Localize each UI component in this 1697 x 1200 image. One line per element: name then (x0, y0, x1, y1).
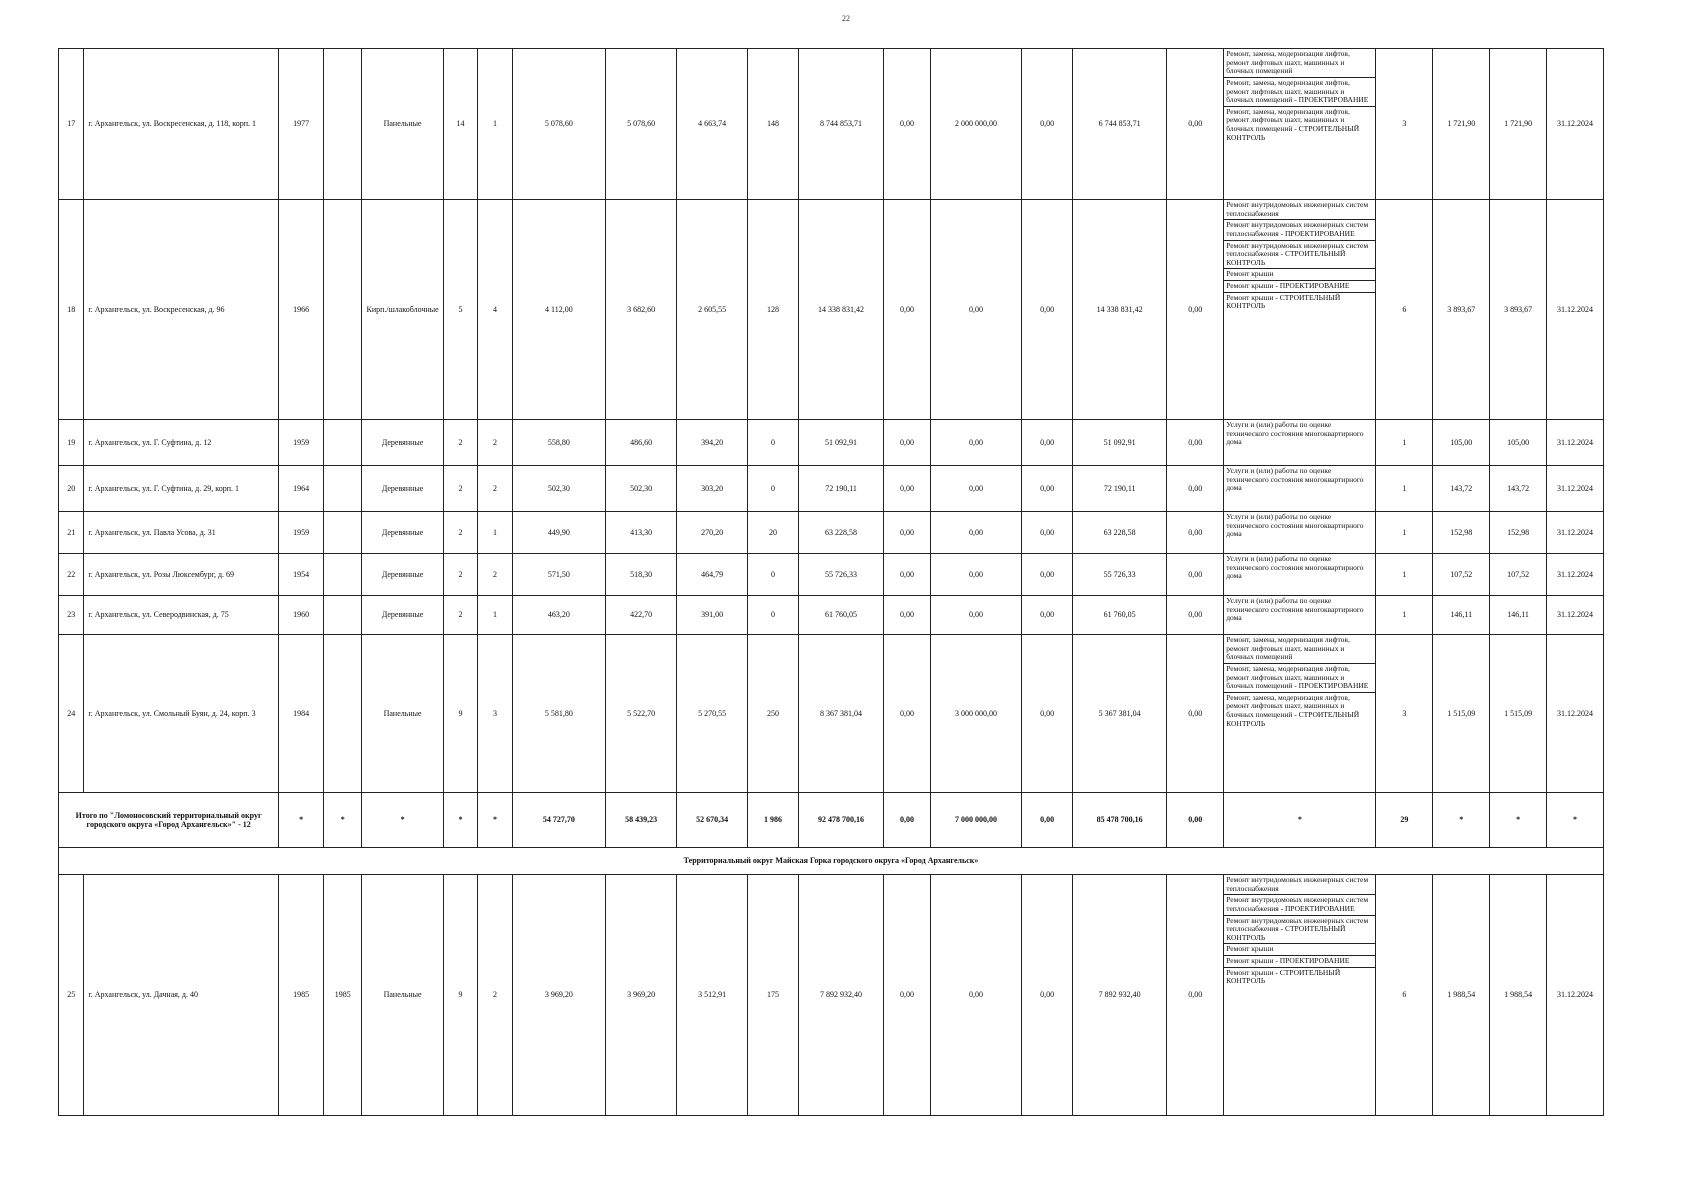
budget-reg-cell: 0,00 (930, 512, 1021, 554)
deadline-cell: 31.12.2024 (1547, 635, 1604, 793)
walls-cell: Панельные (362, 875, 443, 1116)
owners-cell: 51 092,91 (1072, 420, 1166, 466)
budget-mun-cell: 0,00 (1022, 512, 1073, 554)
address-cell: г. Архангельск, ул. Розы Люксембург, д. 69 (84, 554, 279, 596)
unit-cost-cell: 146,11 (1433, 596, 1490, 635)
area-private-cell: 394,20 (677, 420, 748, 466)
table-row (59, 554, 1604, 596)
table-row (59, 466, 1604, 512)
works-count-cell: 1 (1376, 466, 1433, 512)
area-private-cell: 3 512,91 (677, 875, 748, 1116)
table-row (59, 420, 1604, 466)
cost-total-cell: 8 367 381,04 (798, 635, 883, 793)
owners-cell: 5 367 381,04 (1072, 635, 1166, 793)
address-cell: г. Архангельск, ул. Павла Усова, д. 31 (84, 512, 279, 554)
row-number: 17 (59, 49, 84, 200)
row-number: 20 (59, 466, 84, 512)
floors-cell: 5 (443, 200, 478, 420)
fund-cell: 0,00 (884, 466, 931, 512)
area-total-cell: 5 078,60 (512, 49, 605, 200)
year-built-cell: 1959 (279, 420, 324, 466)
residents-cell: 175 (748, 875, 799, 1116)
budget-reg-cell: 0,00 (930, 875, 1021, 1116)
area-living-cell: 413,30 (606, 512, 677, 554)
unit-cost-cell: 107,52 (1433, 554, 1490, 596)
table-row (59, 200, 1604, 420)
budget-mun-cell: 0,00 (1022, 875, 1073, 1116)
entrances-cell: 2 (478, 875, 513, 1116)
floors-cell: 9 (443, 635, 478, 793)
total-budget-reg: 7 000 000,00 (930, 793, 1021, 848)
budget-reg-cell: 0,00 (930, 596, 1021, 635)
budget-mun-cell: 0,00 (1022, 200, 1073, 420)
max-cost-cell: 105,00 (1490, 420, 1547, 466)
entrances-cell: 2 (478, 554, 513, 596)
deadline-cell: 31.12.2024 (1547, 420, 1604, 466)
work-item: Ремонт, замена, модернизация лифтов, ремонт лифтовых шахт, машинных и блочных помещений (1226, 49, 1350, 76)
total-residents: 1 986 (748, 793, 799, 848)
works-cell (1224, 49, 1376, 200)
residents-cell: 0 (748, 466, 799, 512)
walls-cell: Кирп./шлакоблочные (362, 200, 443, 420)
max-cost-cell: 1 721,90 (1490, 49, 1547, 200)
max-cost-cell: 107,52 (1490, 554, 1547, 596)
owners-cell: 63 228,58 (1072, 512, 1166, 554)
work-item: Ремонт, замена, модернизация лифтов, ремонт лифтовых шахт, машинных и блочных помещений - ПРОЕКТИРОВАНИЕ (1224, 77, 1375, 106)
fund-cell: 0,00 (884, 200, 931, 420)
entrances-cell: 2 (478, 420, 513, 466)
address-cell: г. Архангельск, ул. Дачная, д. 40 (84, 875, 279, 1116)
cost-total-cell: 61 760,05 (798, 596, 883, 635)
walls-cell: Деревянные (362, 554, 443, 596)
floors-cell: 2 (443, 466, 478, 512)
total-label: Итого по "Ломоносовский территориальный округ городского округа «Город Архангельск»" - 12 (59, 793, 279, 848)
year-reno-cell (323, 596, 362, 635)
total-fund: 0,00 (884, 793, 931, 848)
year-reno-cell (323, 554, 362, 596)
total-owners: 85 478 700,16 (1072, 793, 1166, 848)
deadline-cell: 31.12.2024 (1547, 554, 1604, 596)
capital-repair-table (58, 48, 1604, 1116)
cost-total-cell: 8 744 853,71 (798, 49, 883, 200)
section-row (59, 848, 1604, 875)
budget-reg-cell: 0,00 (930, 420, 1021, 466)
address-cell: г. Архангельск, ул. Г. Суфтина, д. 12 (84, 420, 279, 466)
other-cell: 0,00 (1167, 420, 1224, 466)
row-number: 22 (59, 554, 84, 596)
fund-cell: 0,00 (884, 875, 931, 1116)
total-deadline: * (1547, 793, 1604, 848)
work-item: Ремонт внутридомовых инженерных систем теплоснабжения - СТРОИТЕЛЬНЫЙ КОНТРОЛЬ (1224, 240, 1375, 269)
walls-cell: Панельные (362, 635, 443, 793)
max-cost-cell: 1 988,54 (1490, 875, 1547, 1116)
walls-cell: Деревянные (362, 420, 443, 466)
address-cell: г. Архангельск, ул. Воскресенская, д. 118, корп. 1 (84, 49, 279, 200)
works-count-cell: 1 (1376, 596, 1433, 635)
works-cell (1224, 512, 1376, 554)
residents-cell: 0 (748, 554, 799, 596)
total-other: 0,00 (1167, 793, 1224, 848)
work-item: Ремонт, замена, модернизация лифтов, ремонт лифтовых шахт, машинных и блочных помещений (1226, 635, 1350, 662)
total-unit-cost: * (1433, 793, 1490, 848)
year-built-cell: 1984 (279, 635, 324, 793)
work-item: Услуги и (или) работы по оценке технического состояния многоквартирного дома (1226, 596, 1364, 623)
owners-cell: 7 892 932,40 (1072, 875, 1166, 1116)
area-total-cell: 558,80 (512, 420, 605, 466)
works-cell (1224, 635, 1376, 793)
year-built-cell: 1954 (279, 554, 324, 596)
entrances-cell: 3 (478, 635, 513, 793)
cost-total-cell: 7 892 932,40 (798, 875, 883, 1116)
total-cost: 92 478 700,16 (798, 793, 883, 848)
max-cost-cell: 143,72 (1490, 466, 1547, 512)
total-works: * (1224, 793, 1376, 848)
cost-total-cell: 72 190,11 (798, 466, 883, 512)
unit-cost-cell: 143,72 (1433, 466, 1490, 512)
fund-cell: 0,00 (884, 49, 931, 200)
total-row (59, 793, 1604, 848)
other-cell: 0,00 (1167, 466, 1224, 512)
works-count-cell: 6 (1376, 200, 1433, 420)
address-cell: г. Архангельск, ул. Смольный Буян, д. 24, корп. 3 (84, 635, 279, 793)
year-reno-cell (323, 635, 362, 793)
area-living-cell: 422,70 (606, 596, 677, 635)
deadline-cell: 31.12.2024 (1547, 49, 1604, 200)
other-cell: 0,00 (1167, 200, 1224, 420)
walls-cell: Панельные (362, 49, 443, 200)
walls-cell: Деревянные (362, 596, 443, 635)
cost-total-cell: 51 092,91 (798, 420, 883, 466)
total-year-built: * (279, 793, 324, 848)
floors-cell: 2 (443, 596, 478, 635)
fund-cell: 0,00 (884, 420, 931, 466)
residents-cell: 250 (748, 635, 799, 793)
address-cell: г. Архангельск, ул. Воскресенская, д. 96 (84, 200, 279, 420)
row-number: 25 (59, 875, 84, 1116)
works-count-cell: 3 (1376, 49, 1433, 200)
work-item: Ремонт внутридомовых инженерных систем теплоснабжения - ПРОЕКТИРОВАНИЕ (1224, 219, 1375, 239)
residents-cell: 0 (748, 420, 799, 466)
work-item: Услуги и (или) работы по оценке технического состояния многоквартирного дома (1226, 466, 1364, 493)
walls-cell: Деревянные (362, 466, 443, 512)
works-count-cell: 1 (1376, 420, 1433, 466)
budget-reg-cell: 0,00 (930, 466, 1021, 512)
unit-cost-cell: 1 515,09 (1433, 635, 1490, 793)
total-area-private: 52 670,34 (677, 793, 748, 848)
area-total-cell: 449,90 (512, 512, 605, 554)
entrances-cell: 1 (478, 512, 513, 554)
table-row (59, 49, 1604, 200)
deadline-cell: 31.12.2024 (1547, 200, 1604, 420)
work-item: Ремонт крыши - ПРОЕКТИРОВАНИЕ (1224, 280, 1375, 292)
area-private-cell: 303,20 (677, 466, 748, 512)
year-built-cell: 1960 (279, 596, 324, 635)
fund-cell: 0,00 (884, 596, 931, 635)
fund-cell: 0,00 (884, 512, 931, 554)
owners-cell: 6 744 853,71 (1072, 49, 1166, 200)
works-count-cell: 1 (1376, 554, 1433, 596)
other-cell: 0,00 (1167, 635, 1224, 793)
owners-cell: 55 726,33 (1072, 554, 1166, 596)
works-cell (1224, 596, 1376, 635)
work-item: Ремонт, замена, модернизация лифтов, ремонт лифтовых шахт, машинных и блочных помещений - СТРОИТЕЛЬНЫЙ КОНТРОЛЬ (1224, 106, 1375, 144)
year-built-cell: 1964 (279, 466, 324, 512)
area-private-cell: 2 605,55 (677, 200, 748, 420)
page-number: 22 (842, 14, 850, 23)
area-private-cell: 5 270,55 (677, 635, 748, 793)
budget-reg-cell: 3 000 000,00 (930, 635, 1021, 793)
area-private-cell: 270,20 (677, 512, 748, 554)
total-works-count: 29 (1376, 793, 1433, 848)
table-row (59, 875, 1604, 1116)
floors-cell: 2 (443, 420, 478, 466)
entrances-cell: 1 (478, 596, 513, 635)
year-built-cell: 1959 (279, 512, 324, 554)
works-cell (1224, 554, 1376, 596)
works-cell (1224, 200, 1376, 420)
residents-cell: 20 (748, 512, 799, 554)
area-total-cell: 571,50 (512, 554, 605, 596)
works-count-cell: 3 (1376, 635, 1433, 793)
deadline-cell: 31.12.2024 (1547, 466, 1604, 512)
budget-mun-cell: 0,00 (1022, 466, 1073, 512)
other-cell: 0,00 (1167, 49, 1224, 200)
area-living-cell: 3 969,20 (606, 875, 677, 1116)
deadline-cell: 31.12.2024 (1547, 512, 1604, 554)
work-item: Услуги и (или) работы по оценке технического состояния многоквартирного дома (1226, 554, 1364, 581)
area-living-cell: 3 682,60 (606, 200, 677, 420)
unit-cost-cell: 152,98 (1433, 512, 1490, 554)
work-item: Ремонт крыши - СТРОИТЕЛЬНЫЙ КОНТРОЛЬ (1224, 967, 1375, 987)
budget-reg-cell: 2 000 000,00 (930, 49, 1021, 200)
owners-cell: 61 760,05 (1072, 596, 1166, 635)
area-total-cell: 4 112,00 (512, 200, 605, 420)
row-number: 21 (59, 512, 84, 554)
year-reno-cell (323, 200, 362, 420)
year-built-cell: 1966 (279, 200, 324, 420)
other-cell: 0,00 (1167, 554, 1224, 596)
area-living-cell: 5 522,70 (606, 635, 677, 793)
table-row (59, 512, 1604, 554)
deadline-cell: 31.12.2024 (1547, 875, 1604, 1116)
work-item: Ремонт внутридомовых инженерных систем теплоснабжения - СТРОИТЕЛЬНЫЙ КОНТРОЛЬ (1224, 915, 1375, 944)
year-reno-cell (323, 512, 362, 554)
year-built-cell: 1977 (279, 49, 324, 200)
budget-reg-cell: 0,00 (930, 200, 1021, 420)
work-item: Ремонт крыши - ПРОЕКТИРОВАНИЕ (1224, 955, 1375, 967)
budget-mun-cell: 0,00 (1022, 635, 1073, 793)
owners-cell: 14 338 831,42 (1072, 200, 1166, 420)
budget-mun-cell: 0,00 (1022, 554, 1073, 596)
other-cell: 0,00 (1167, 596, 1224, 635)
area-private-cell: 4 663,74 (677, 49, 748, 200)
budget-mun-cell: 0,00 (1022, 49, 1073, 200)
address-cell: г. Архангельск, ул. Г. Суфтина, д. 29, корп. 1 (84, 466, 279, 512)
area-living-cell: 518,30 (606, 554, 677, 596)
cost-total-cell: 63 228,58 (798, 512, 883, 554)
area-private-cell: 464,79 (677, 554, 748, 596)
cost-total-cell: 55 726,33 (798, 554, 883, 596)
max-cost-cell: 146,11 (1490, 596, 1547, 635)
works-cell (1224, 466, 1376, 512)
floors-cell: 2 (443, 512, 478, 554)
fund-cell: 0,00 (884, 635, 931, 793)
unit-cost-cell: 1 721,90 (1433, 49, 1490, 200)
total-budget-mun: 0,00 (1022, 793, 1073, 848)
entrances-cell: 4 (478, 200, 513, 420)
area-total-cell: 3 969,20 (512, 875, 605, 1116)
budget-reg-cell: 0,00 (930, 554, 1021, 596)
budget-mun-cell: 0,00 (1022, 420, 1073, 466)
other-cell: 0,00 (1167, 512, 1224, 554)
walls-cell: Деревянные (362, 512, 443, 554)
work-item: Ремонт внутридомовых инженерных систем теплоснабжения (1226, 200, 1369, 218)
area-living-cell: 5 078,60 (606, 49, 677, 200)
row-number: 18 (59, 200, 84, 420)
total-entrances: * (478, 793, 513, 848)
year-reno-cell (323, 49, 362, 200)
floors-cell: 9 (443, 875, 478, 1116)
total-area-total: 54 727,70 (512, 793, 605, 848)
max-cost-cell: 3 893,67 (1490, 200, 1547, 420)
floors-cell: 14 (443, 49, 478, 200)
address-cell: г. Архангельск, ул. Северодвинская, д. 75 (84, 596, 279, 635)
work-item: Ремонт внутридомовых инженерных систем теплоснабжения (1226, 875, 1369, 893)
cost-total-cell: 14 338 831,42 (798, 200, 883, 420)
total-area-living: 58 439,23 (606, 793, 677, 848)
year-reno-cell: 1985 (323, 875, 362, 1116)
year-reno-cell (323, 466, 362, 512)
works-count-cell: 1 (1376, 512, 1433, 554)
work-item: Услуги и (или) работы по оценке технического состояния многоквартирного дома (1226, 512, 1364, 539)
area-total-cell: 463,20 (512, 596, 605, 635)
section-title: Территориальный округ Майская Горка городского округа «Город Архангельск» (59, 848, 1604, 875)
work-item: Ремонт внутридомовых инженерных систем теплоснабжения - ПРОЕКТИРОВАНИЕ (1224, 894, 1375, 914)
unit-cost-cell: 3 893,67 (1433, 200, 1490, 420)
total-max-cost: * (1490, 793, 1547, 848)
area-living-cell: 486,60 (606, 420, 677, 466)
owners-cell: 72 190,11 (1072, 466, 1166, 512)
area-total-cell: 502,30 (512, 466, 605, 512)
row-number: 19 (59, 420, 84, 466)
deadline-cell: 31.12.2024 (1547, 596, 1604, 635)
area-living-cell: 502,30 (606, 466, 677, 512)
year-built-cell: 1985 (279, 875, 324, 1116)
table-row (59, 635, 1604, 793)
residents-cell: 0 (748, 596, 799, 635)
entrances-cell: 1 (478, 49, 513, 200)
total-year-reno: * (323, 793, 362, 848)
total-floors: * (443, 793, 478, 848)
works-cell (1224, 875, 1376, 1116)
works-count-cell: 6 (1376, 875, 1433, 1116)
work-item: Услуги и (или) работы по оценке технического состояния многоквартирного дома (1226, 420, 1364, 447)
max-cost-cell: 152,98 (1490, 512, 1547, 554)
budget-mun-cell: 0,00 (1022, 596, 1073, 635)
works-cell (1224, 420, 1376, 466)
residents-cell: 148 (748, 49, 799, 200)
max-cost-cell: 1 515,09 (1490, 635, 1547, 793)
table-row (59, 596, 1604, 635)
work-item: Ремонт крыши - СТРОИТЕЛЬНЫЙ КОНТРОЛЬ (1224, 292, 1375, 312)
year-reno-cell (323, 420, 362, 466)
work-item: Ремонт крыши (1224, 943, 1375, 955)
unit-cost-cell: 1 988,54 (1433, 875, 1490, 1116)
other-cell: 0,00 (1167, 875, 1224, 1116)
work-item: Ремонт, замена, модернизация лифтов, ремонт лифтовых шахт, машинных и блочных помещений - ПРОЕКТИРОВАНИЕ (1224, 663, 1375, 692)
entrances-cell: 2 (478, 466, 513, 512)
work-item: Ремонт, замена, модернизация лифтов, ремонт лифтовых шахт, машинных и блочных помещений - СТРОИТЕЛЬНЫЙ КОНТРОЛЬ (1224, 692, 1375, 730)
row-number: 23 (59, 596, 84, 635)
residents-cell: 128 (748, 200, 799, 420)
row-number: 24 (59, 635, 84, 793)
work-item: Ремонт крыши (1224, 268, 1375, 280)
fund-cell: 0,00 (884, 554, 931, 596)
unit-cost-cell: 105,00 (1433, 420, 1490, 466)
floors-cell: 2 (443, 554, 478, 596)
area-private-cell: 391,00 (677, 596, 748, 635)
total-walls: * (362, 793, 443, 848)
area-total-cell: 5 581,80 (512, 635, 605, 793)
